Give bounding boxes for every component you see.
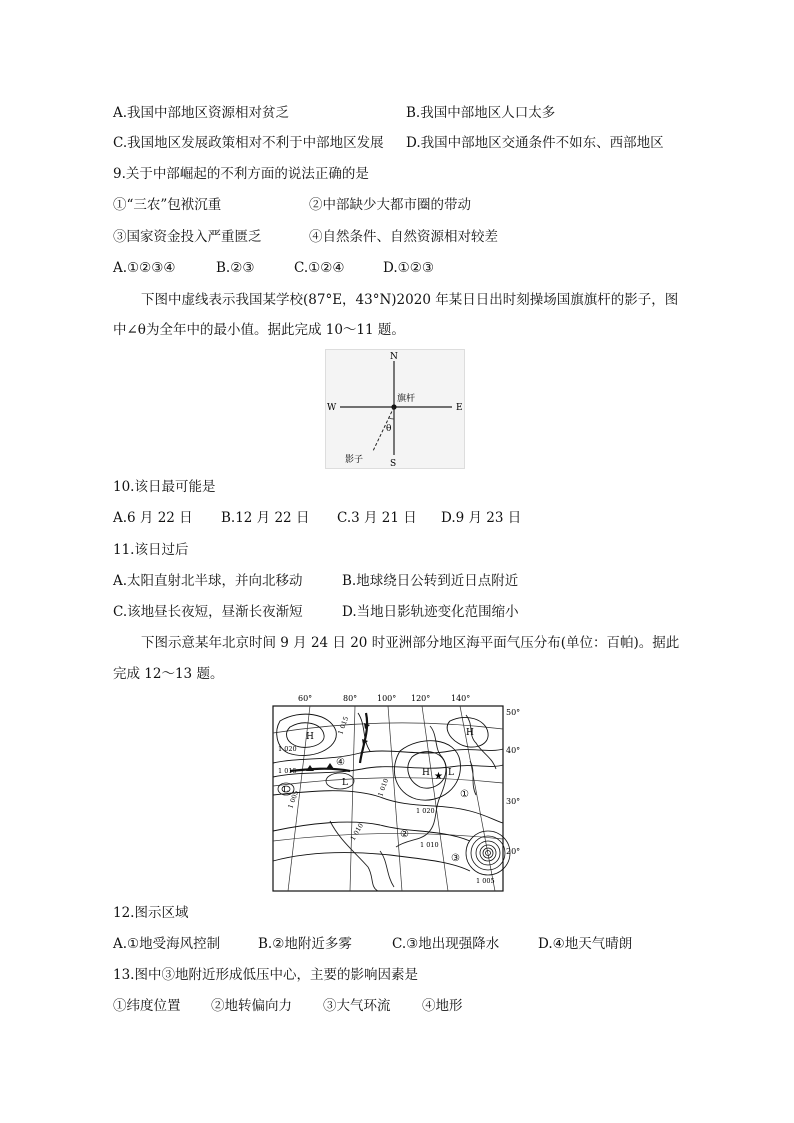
- q13-statement-1: ①纬度位置: [113, 998, 181, 1014]
- q9-statement-2: ②中部缺少大都市圈的带动: [309, 197, 471, 213]
- q10-stem: 10.该日最可能是: [113, 479, 216, 495]
- passage-2-line-1: 下图示意某年北京时间 9 月 24 日 20 时亚洲部分地区海平面气压分布(单位：百帕)。据此: [141, 635, 680, 651]
- west-label: W: [327, 403, 337, 413]
- high-pressure-marker: H: [422, 768, 430, 778]
- isobar-label: 1 015: [336, 715, 351, 736]
- q8-option-b: B.我国中部地区人口太多: [406, 105, 556, 121]
- q13-statement-2: ②地转偏向力: [211, 998, 292, 1014]
- q10-option-b: B.12 月 22 日: [221, 510, 310, 526]
- lat-label-20: 20°: [506, 847, 521, 856]
- east-label: E: [456, 403, 463, 413]
- north-label: N: [390, 352, 398, 362]
- isobar-label: 1 010: [420, 841, 439, 849]
- lat-label-50: 50°: [506, 708, 521, 717]
- shadow-label: 影子: [345, 455, 364, 465]
- q11-option-c: C.该地昼长夜短，昼渐长夜渐短: [113, 604, 303, 620]
- q10-option-d: D.9 月 23 日: [441, 510, 522, 526]
- location-marker-4: ④: [336, 757, 345, 768]
- isobar-label: 1 005: [286, 789, 301, 810]
- q9-option-b: B.②③: [216, 260, 255, 276]
- low-pressure-marker: L: [448, 768, 454, 778]
- q11-option-b: B.地球绕日公转到近日点附近: [342, 573, 519, 589]
- location-marker-2: ②: [400, 829, 409, 840]
- q9-statement-4: ④自然条件、自然资源相对较差: [309, 229, 498, 245]
- q9-option-a: A.①②③④: [113, 260, 176, 276]
- q9-option-c: C.①②④: [294, 260, 345, 276]
- q13-statement-4: ④地形: [422, 998, 463, 1014]
- isobar-label: 1 020: [416, 807, 435, 815]
- passage-1-line-1: 下图中虚线表示我国某学校(87°E，43°N)2020 年某日日出时刻操场国旗旗杆的影子，图: [141, 292, 679, 308]
- q13-statement-3: ③大气环流: [323, 998, 391, 1014]
- q8-option-a: A.我国中部地区资源相对贫乏: [113, 105, 290, 121]
- isobar-label: 1 005: [476, 877, 495, 885]
- low-pressure-marker: L: [342, 778, 348, 788]
- q11-option-a: A.太阳直射北半球，并向北移动: [113, 573, 303, 589]
- q9-statement-3: ③国家资金投入严重匮乏: [113, 229, 262, 245]
- location-marker-3: ③: [451, 853, 460, 864]
- q12-option-d: D.④地天气晴朗: [538, 936, 633, 952]
- q12-stem: 12.图示区域: [113, 905, 189, 921]
- lon-label-80: 80°: [343, 694, 358, 703]
- isobar-label: 1 010: [348, 821, 366, 842]
- passage-2-line-2: 完成 12～13 题。: [113, 666, 224, 682]
- isobar-label: 1 015: [278, 767, 297, 775]
- low-pressure-marker: L: [283, 785, 289, 794]
- isobar-label: 1 010: [376, 777, 391, 798]
- flagpole-shadow-diagram: [325, 349, 465, 469]
- q9-option-d: D.①②③: [383, 260, 434, 276]
- q12-option-a: A.①地受海风控制: [113, 936, 221, 952]
- lat-label-40: 40°: [506, 746, 521, 755]
- q10-option-c: C.3 月 21 日: [337, 510, 417, 526]
- high-pressure-marker: H: [466, 728, 474, 738]
- q10-option-a: A.6 月 22 日: [113, 510, 193, 526]
- q9-stem: 9.关于中部崛起的不利方面的说法正确的是: [113, 166, 369, 182]
- lon-label-60: 60°: [298, 694, 313, 703]
- q11-option-d: D.当地日影轨迹变化范围缩小: [342, 604, 519, 620]
- passage-1-line-2: 中∠θ为全年中的最小值。据此完成 10～11 题。: [113, 322, 405, 338]
- lon-label-140: 140°: [451, 694, 471, 703]
- isobar-label: 1 020: [278, 745, 297, 753]
- q8-option-c: C.我国地区发展政策相对不利于中部地区发展: [113, 135, 384, 151]
- q11-stem: 11.该日过后: [113, 542, 189, 558]
- south-label: S: [390, 459, 397, 469]
- lon-label-120: 120°: [411, 694, 431, 703]
- q8-option-d: D.我国中部地区交通条件不如东、西部地区: [406, 135, 664, 151]
- lat-label-30: 30°: [506, 797, 521, 806]
- flagpole-label: 旗杆: [397, 394, 416, 404]
- high-pressure-marker: H: [306, 732, 314, 742]
- location-marker-1: ①: [460, 789, 469, 800]
- q12-option-b: B.②地附近多雾: [258, 936, 352, 952]
- q12-option-c: C.③地出现强降水: [392, 936, 500, 952]
- lon-label-100: 100°: [377, 694, 397, 703]
- q9-statement-1: ①“三农”包袱沉重: [113, 197, 222, 213]
- theta-label: θ: [386, 424, 392, 434]
- sea-level-pressure-map: [270, 691, 524, 896]
- star-icon: ★: [434, 771, 443, 782]
- q13-stem: 13.图中③地附近形成低压中心，主要的影响因素是: [113, 967, 418, 983]
